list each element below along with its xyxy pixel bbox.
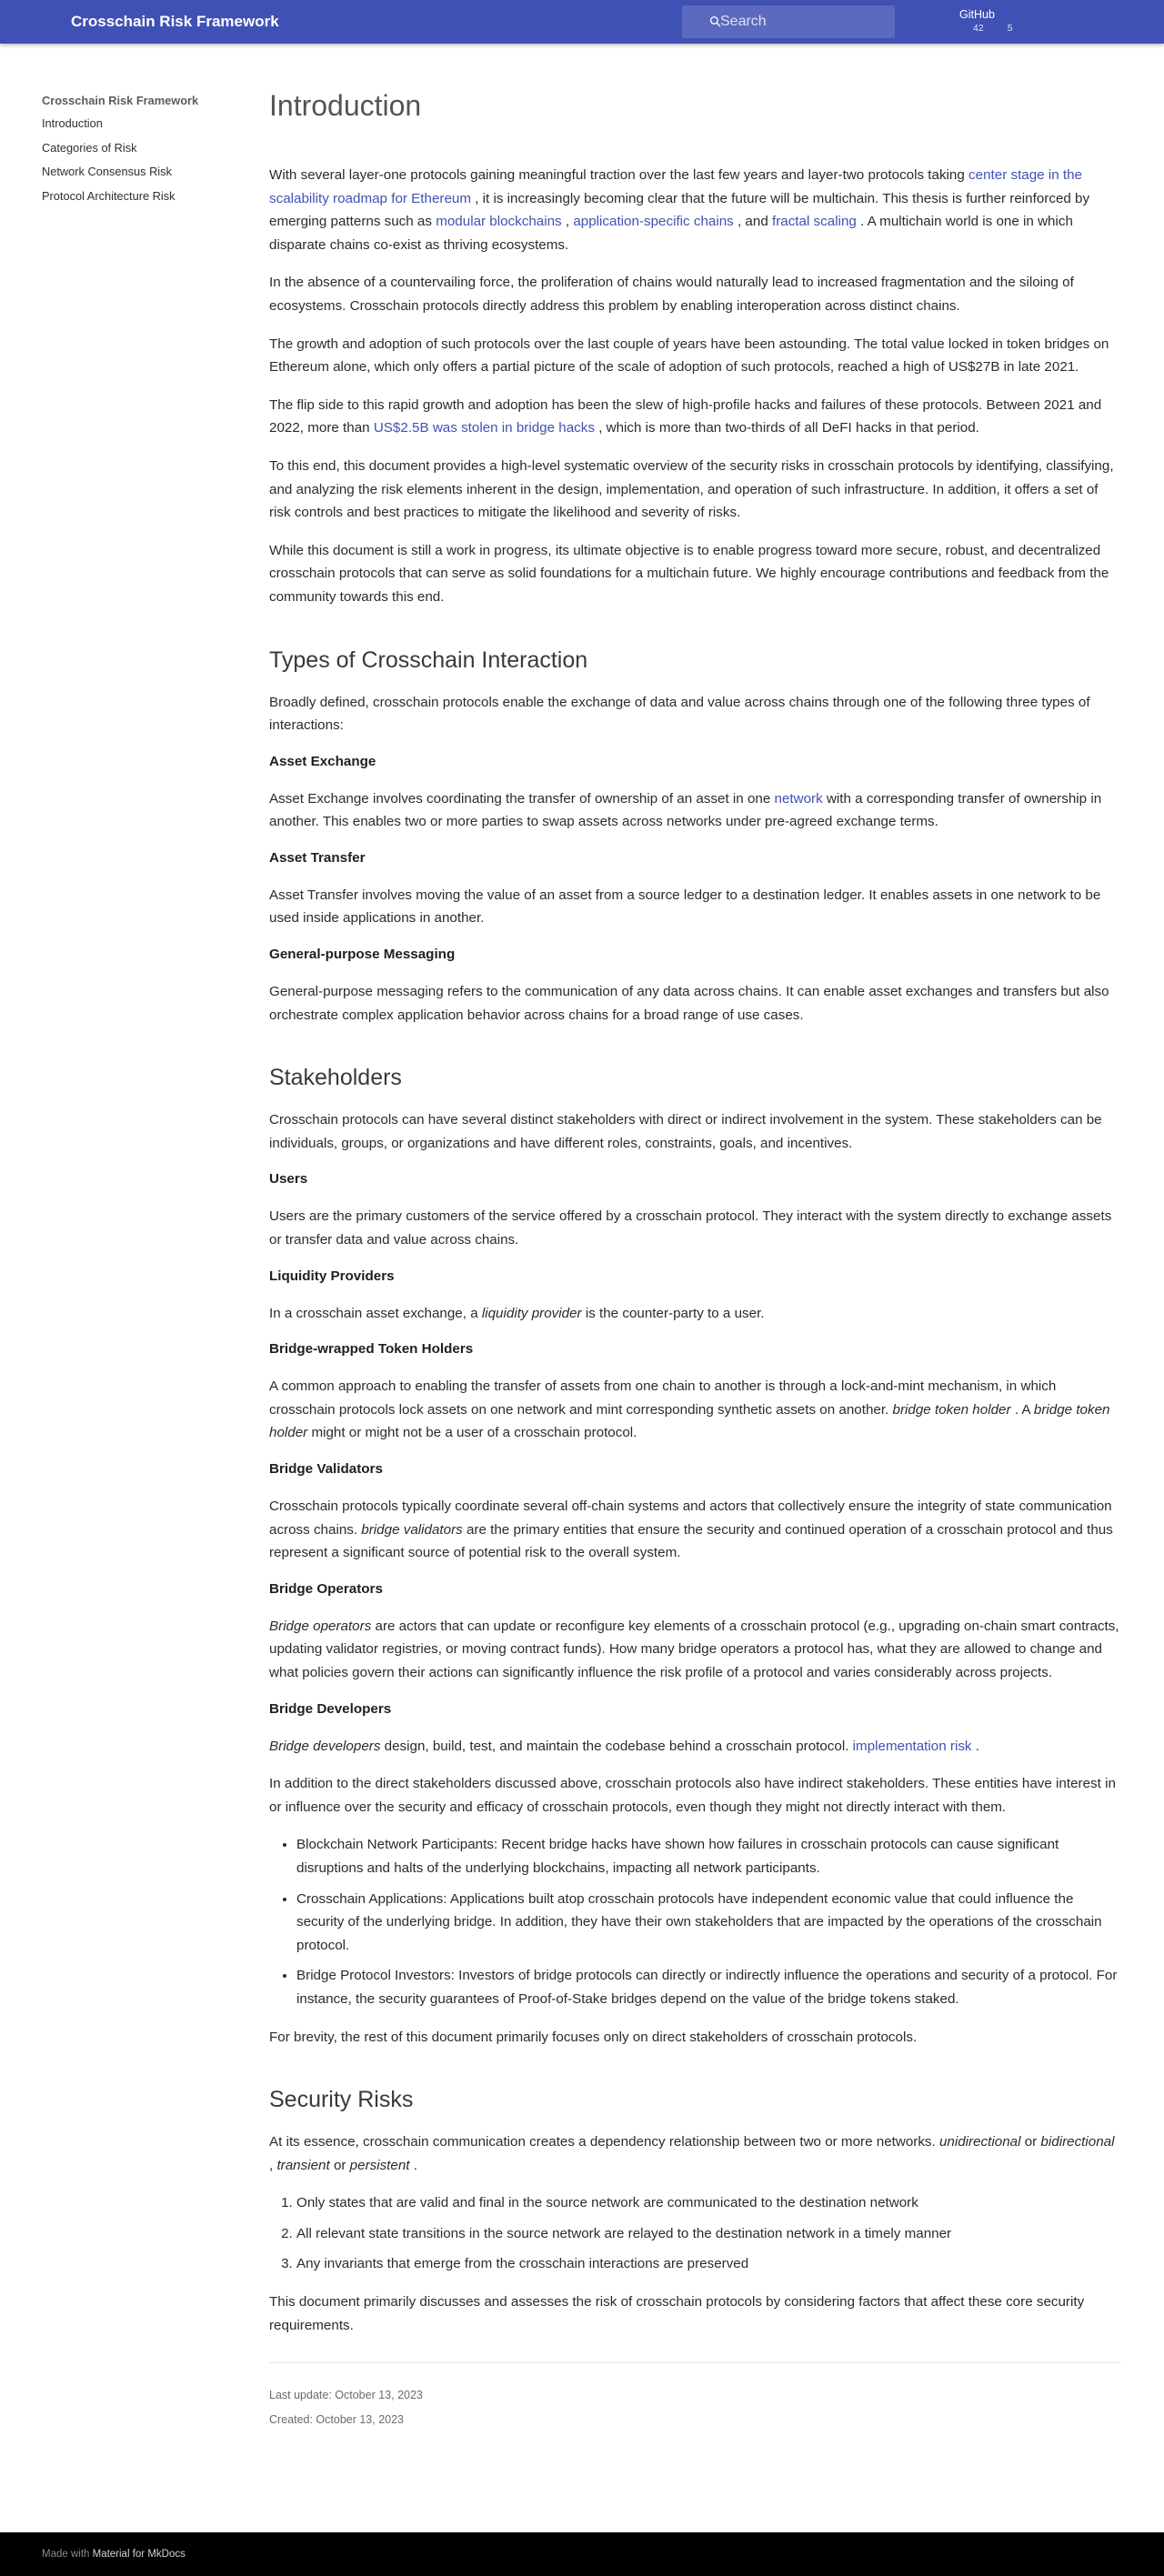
github-repo-link[interactable] [946, 8, 1064, 37]
bridge-developers-paragraph [269, 1735, 1120, 1759]
text: A common approach to enabling the transfer of assets from one chain to another is through a lock-and-mint mechanism, in which crosschain protocols lock assets on one network and mint corresponding synthetic assets on another. [269, 1378, 1057, 1418]
link-bridge-hacks[interactable]: US$2.5B was stolen in bridge hacks [373, 420, 595, 436]
nav-item-protocol-architecture-risk[interactable]: Protocol Architecture Risk [42, 189, 176, 204]
list-item: • Bridge Protocol Investors: Investors of bridge protocols can directly or indirectly influence the operations and security of a protocol. For instance, the security guarantees of Proof-of-Stake bridges depend on the value of the bridge tokens staked. [296, 1964, 1120, 2010]
text: or [1020, 2134, 1041, 2150]
repo-facts [973, 23, 1013, 34]
text: . A [1010, 1401, 1034, 1418]
security-paragraph-1 [269, 2130, 1120, 2177]
emphasis: bidirectional [1040, 2134, 1115, 2150]
heading-general-messaging: General-purpose Messaging [269, 947, 456, 963]
text: are actors that can update or reconfigure key elements of a crosschain protocol (e.g., upgrading on-chain smart contracts, updating validator registries, or moving contract funds). How many bridge operators a protocol has, what they are allowed to change and what policies govern their actions can significantly influence the risk profile of a protocol and varies considerably across projects. [269, 1618, 1119, 1680]
text: , which is more than two-thirds of all DeFI hacks in that period. [594, 420, 979, 436]
intro-paragraph-5: To this end, this document provides a high-level systematic overview of the security risks in crosschain protocols by identifying, classifying, and analyzing the risk elements inherent in the design, implementation, and operation of such infrastructure. In addition, it offers a set of risk controls and best practices to mitigate the likelihood and severity of risks. [269, 457, 1114, 521]
nav-item-introduction[interactable]: Introduction [42, 116, 103, 130]
text: Crosschain protocols typically coordinate several off-chain systems and actors that collectively ensure the integrity of state communication across chains. [269, 1498, 1112, 1538]
last-update: Last update: October 13, 2023 [269, 2389, 423, 2402]
footer-credit [42, 2549, 186, 2560]
link-implementation-risk[interactable]: implementation risk [852, 1738, 972, 1754]
repo-name: GitHub [959, 8, 995, 21]
intro-paragraph-2: In the absence of a countervailing force, the proliferation of chains would naturally lead to increased fragmentation and the siloing of ecosystems. Crosschain protocols directly address this problem by enabling interoperation across distinct chains. [269, 275, 1074, 314]
link-network[interactable]: network [774, 790, 823, 807]
list-item: 1. Only states that are valid and final in the source network are communicated to the destination network [296, 2191, 1120, 2215]
liquidity-providers-paragraph [269, 1302, 1120, 1326]
heading-users: Users [269, 1171, 308, 1188]
list-item: 2. All relevant state transitions in the source network are relayed to the destination network in a timely manner [296, 2222, 1120, 2246]
asset-exchange-paragraph [269, 787, 1120, 834]
emphasis: persistent [349, 2157, 410, 2173]
emphasis: liquidity provider [481, 1305, 582, 1321]
repo-stars: 42 [973, 23, 984, 34]
heading-asset-exchange: Asset Exchange [269, 753, 376, 769]
link-application-specific-chains[interactable]: application-specific chains [573, 214, 734, 230]
page-title: Introduction [269, 89, 422, 122]
emphasis: unidirectional [938, 2134, 1021, 2150]
heading-asset-transfer: Asset Transfer [269, 849, 366, 866]
page-meta [269, 2362, 1120, 2428]
text: , and [733, 214, 772, 230]
heading-bridge-developers: Bridge Developers [269, 1700, 392, 1717]
primary-sidebar [42, 94, 242, 213]
text: with a corresponding transfer of ownership in another. This enables two or more parties to swap assets across networks under pre-agreed exchange terms. [269, 790, 1102, 830]
link-fractal-scaling[interactable]: fractal scaling [771, 214, 857, 230]
nav-title: Crosschain Risk Framework [42, 94, 199, 107]
intro-paragraph-4 [269, 394, 1120, 440]
indirect-stakeholders-paragraph: In addition to the direct stakeholders discussed above, crosschain protocols also have indirect stakeholders. These entities have interest in or influence over the security and efficacy of crosschain protocols, even though they might not directly interact with them. [269, 1776, 1116, 1815]
heading-security-risks: Security Risks [269, 2087, 414, 2113]
stakeholders-paragraph-1: Crosschain protocols can have several distinct stakeholders with direct or indirect involvement in the system. These stakeholders can be individuals, groups, or organizations and have different roles, constraints, goals, and incentives. [269, 1112, 1102, 1151]
footer [0, 2532, 1164, 2576]
bridge-validators-paragraph [269, 1495, 1120, 1565]
indirect-stakeholders-list [296, 1833, 1120, 2010]
text: The flip side to this rapid growth and adoption has been the slew of high-profile hacks and failures of these protocols. Between 2021 and 2022, more than [269, 396, 1102, 436]
heading-liquidity-providers: Liquidity Providers [269, 1268, 395, 1284]
link-modular-blockchains[interactable]: modular blockchains [436, 214, 562, 230]
list-item: • Blockchain Network Participants: Recent bridge hacks have shown how failures in crosschain protocols can cause significant disruptions and halts of the underlying blockchains, impacting all network participants. [296, 1833, 1120, 1879]
security-requirements-list [296, 2191, 1120, 2276]
text: , [561, 214, 574, 230]
heading-stakeholders: Stakeholders [269, 1065, 402, 1091]
emphasis: Bridge developers [269, 1738, 381, 1754]
text: . A multichain world is one in which disparate chains co-exist as thriving ecosystems. [269, 214, 1073, 253]
text: Made with [42, 2549, 93, 2560]
nav-item-network-consensus-risk[interactable]: Network Consensus Risk [42, 165, 172, 179]
text: With several layer-one protocols gaining meaningful traction over the last few years and layer-two protocols taking [269, 167, 969, 183]
emphasis: bridge token holder [269, 1401, 1110, 1441]
heading-bridge-wrapped: Bridge-wrapped Token Holders [269, 1341, 474, 1358]
emphasis: bridge token holder [892, 1401, 1011, 1418]
intro-paragraph-1 [269, 164, 1120, 256]
repo-forks: 5 [1007, 23, 1013, 34]
heading-bridge-validators: Bridge Validators [269, 1461, 383, 1477]
users-paragraph: Users are the primary customers of the service offered by a crosschain protocol. They interact with the system directly to exchange assets or transfer data and value across chains. [269, 1208, 1112, 1248]
footer-link-mkdocs[interactable]: Material for MkDocs [92, 2549, 186, 2560]
search-input[interactable] [720, 5, 889, 38]
main-content [269, 87, 1120, 2436]
text: . [409, 2157, 417, 2173]
nav-item-categories-of-risk[interactable]: Categories of Risk [42, 140, 137, 155]
text: In a crosschain asset exchange, a [269, 1305, 482, 1321]
text: . [971, 1738, 979, 1754]
brevity-paragraph: For brevity, the rest of this document primarily focuses only on direct stakeholders of crosschain protocols. [269, 2029, 918, 2045]
text: are the primary entities that ensure the security and continued operation of a crosschain protocol and thus represent a significant source of potential risk to the overall system. [269, 1521, 1113, 1561]
created-date: Created: October 13, 2023 [269, 2413, 405, 2427]
search-box[interactable] [682, 5, 895, 38]
intro-paragraph-3: The growth and adoption of such protocols over the last couple of years have been astounding. The total value locked in token bridges on Ethereum alone, which only offers a partial picture of the scale of adoption of such protocols, reached a high of US$27B in late 2021. [269, 336, 1109, 376]
list-item: 3. Any invariants that emerge from the crosschain interactions are preserved [296, 2252, 1120, 2276]
bridge-wrapped-paragraph [269, 1375, 1120, 1445]
asset-transfer-paragraph: Asset Transfer involves moving the value of an asset from a source ledger to a destination ledger. It enables assets in one network to be used inside applications in another. [269, 887, 1101, 927]
list-item: • Crosschain Applications: Applications built atop crosschain protocols have independent economic value that could influence the security of the underlying bridge. In addition, they have their own stakeholders that are impacted by the operations of the crosschain protocol. [296, 1888, 1120, 1958]
text: or [329, 2157, 350, 2173]
emphasis: transient [276, 2157, 330, 2173]
top-header [0, 0, 1164, 44]
text: design, build, test, and maintain the codebase behind a crosschain protocol. [380, 1738, 853, 1754]
text: Asset Exchange involves coordinating the transfer of ownership of an asset in one [269, 790, 775, 807]
emphasis: bridge validators [361, 1521, 463, 1538]
security-paragraph-2: This document primarily discusses and assesses the risk of crosschain protocols by considering factors that affect these core security requirements. [269, 2294, 1085, 2333]
text: might or might not be a user of a crosschain protocol. [307, 1425, 637, 1441]
site-title[interactable]: Crosschain Risk Framework [71, 13, 279, 30]
text: , it is increasingly becoming clear that the future will be multichain. This thesis is further reinforced by emerging patterns such as [269, 190, 1090, 230]
general-messaging-paragraph: General-purpose messaging refers to the communication of any data across chains. It can enable asset exchanges and transfers but also orchestrate complex application behavior across chains for a broad range of use cases. [269, 984, 1109, 1023]
text: At its essence, crosschain communication creates a dependency relationship between two or more networks. [269, 2134, 939, 2150]
heading-bridge-operators: Bridge Operators [269, 1580, 383, 1597]
types-paragraph-1: Broadly defined, crosschain protocols enable the exchange of data and value across chains through one of the following three types of interactions: [269, 694, 1090, 734]
intro-paragraph-6: While this document is still a work in progress, its ultimate objective is to enable progress toward more secure, robust, and decentralized crosschain protocols that can serve as solid foundations for a multichain future. We highly encourage contributions and feedback from the community towards this end. [269, 542, 1109, 605]
bridge-operators-paragraph [269, 1615, 1120, 1685]
heading-types: Types of Crosschain Interaction [269, 647, 588, 673]
text: , [269, 2157, 277, 2173]
emphasis: Bridge operators [269, 1618, 372, 1634]
link-scalability-roadmap[interactable]: center stage in the scalability roadmap for Ethereum [269, 167, 1083, 206]
text: is the counter-party to a user. [581, 1305, 765, 1321]
